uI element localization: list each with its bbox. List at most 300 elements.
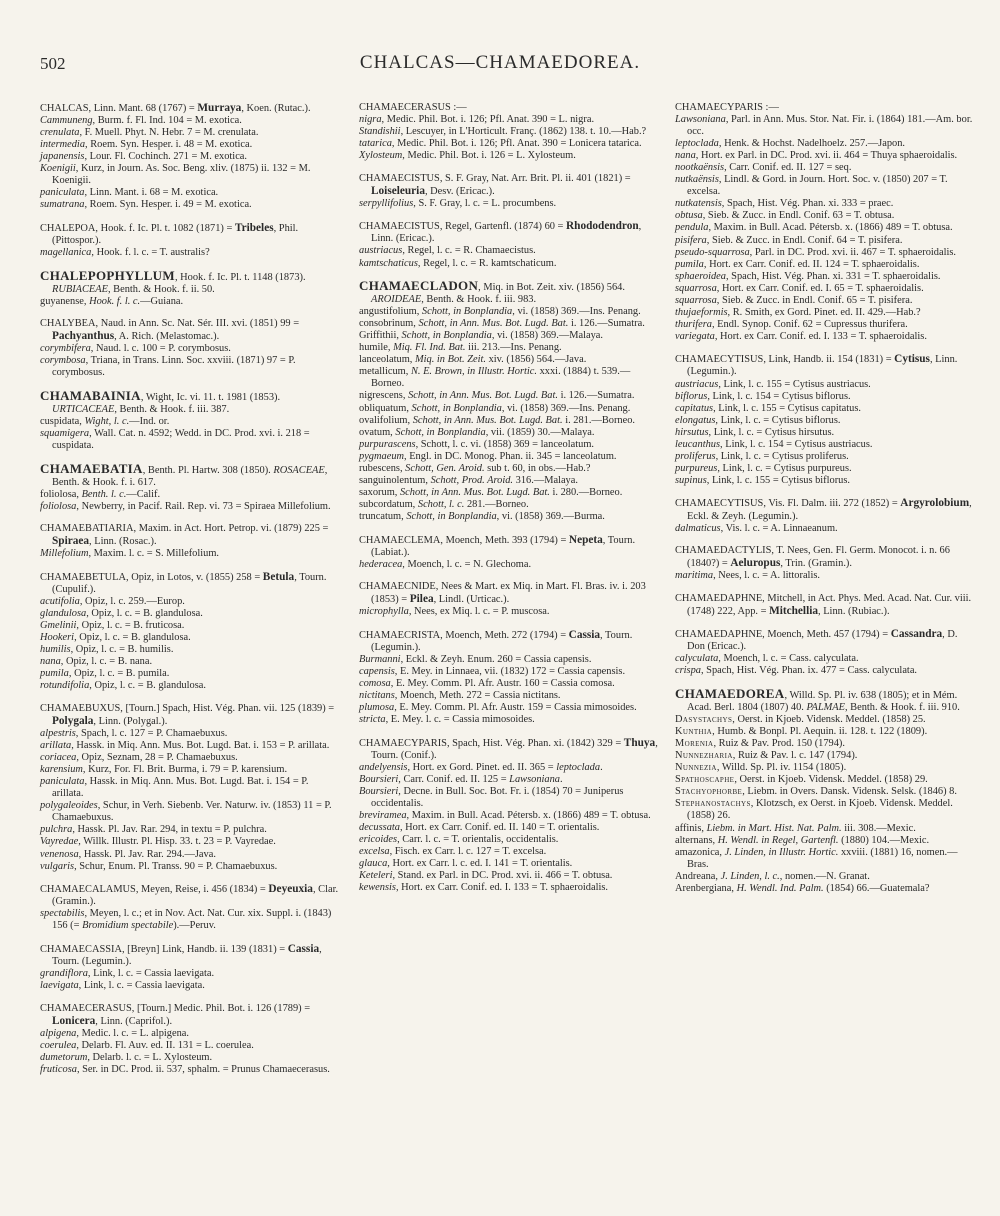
index-entry [359,629,659,726]
entry-line: stricta, E. Mey. l. c. = Cassia mimosoides. [359,714,535,726]
italic-text: thujaeformis [675,306,728,318]
italic-text: capensis [359,665,395,677]
genus-heading: CHAMAEDOREA [675,686,785,702]
italic-text: pendula [675,222,709,234]
accepted-genus: Mitchellia [769,604,819,617]
index-entry [40,222,340,259]
index-entry [40,943,340,992]
accepted-genus: Deyeuxia [268,883,313,896]
index-entry [40,883,340,932]
entry-line: pendula, Maxim. in Bull. Acad. Pétersb. x. (1866) 489 = T. obtusa. [675,222,953,234]
entry-line: lanceolatum, Miq. in Bot. Zeit. xiv. (1856) 564.—Java. [359,354,587,366]
entry-line: biflorus, Link, l. c. 154 = Cytisus biflorus. [675,390,851,402]
entry-line: CHALYBEA, Naud. in Ann. Sc. Nat. Sér. III. xvi. (1851) 99 = Pachyanthus, A. Rich. (Melastomac.). [40,318,300,343]
entry-line: breviramea, Maxim. in Bull. Acad. Pétersb. x. (1866) 489 = T. obtusa. [359,809,651,821]
entry-line: nutkatensis, Spach, Hist. Vég. Phan. xi. 333 = praec. [675,198,894,210]
entry-line: calyculata, Moench, l. c. = Cass. calyculata. [675,653,859,665]
entry-line: supinus, Link, l. c. 155 = Cytisus biflorus. [675,474,851,486]
italic-text: magellanica [40,247,92,259]
italic-text: hederacea [359,558,403,570]
synonym-genus: Nunnezharia [675,750,733,762]
column-1 [40,102,340,1086]
entry-line: dumetorum, Delarb. l. c. = L. Xylosteum. [40,1051,213,1063]
italic-text: ROSACEAE [273,464,325,476]
entry-line: alpestris, Spach, l. c. 127 = P. Chamaebuxus. [40,728,228,740]
italic-text: pumila [675,258,704,270]
italic-text: Schott, in Bonplandia [395,426,486,438]
italic-text: breviramea [359,809,407,821]
italic-text: alpestris [40,728,76,740]
entry-line: Lawsoniana, Parl. in Ann. Mus. Stor. Nat. Fir. i. (1864) 181.—Am. bor. occ. [675,114,973,138]
italic-text: proliferus [675,450,716,462]
italic-text: URTICACEAE [52,403,115,415]
entry-line: squarrosa, Hort. ex Carr. Conif. ed. I. 65 = T. sphaeroidalis. [675,282,924,294]
entry-line: Millefolium, Maxim. l. c. = S. Millefolium. [40,548,220,560]
synonym-genus: Stephanostachys [675,798,751,810]
italic-text: nutkaënsis [675,174,719,186]
entry-line: purpureus, Link, l. c. = Cytisus purpureus. [675,462,852,474]
entry-line: hederacea, Moench, l. c. = N. Glechoma. [359,558,532,570]
entry-line: magellanica, Hook. f. l. c. = T. australis? [40,247,210,259]
accepted-genus: Thuya [623,736,656,749]
index-entry [359,737,659,895]
italic-text: Liebm. in Mart. Hist. Nat. Palm. [706,822,842,834]
italic-text: paniculata [40,776,85,788]
entry-line: sumatrana, Roem. Syn. Hesper. i. 49 = M. exotica. [40,199,252,211]
italic-text: glandulosa [40,608,87,620]
column-2 [359,102,659,905]
entry-line: Nunnezharia, Ruiz & Pav. l. c. 147 (1794). [675,750,858,762]
entry-line: pumila, Opiz, l. c. = B. pumila. [40,668,170,680]
accepted-genus: Nepeta [568,533,603,546]
italic-text: decussata [359,821,400,833]
entry-line: corymbifera, Naud. l. c. 100 = P. corymbosus. [40,343,231,355]
italic-text: Wight, l. c. [84,416,130,428]
entry-line: CHAMAEBATIARIA, Maxim. in Act. Hort. Petrop. vi. (1879) 225 = Spiraea, Linn. (Rosac.). [40,523,329,548]
entry-line: pumila, Hort. ex Carr. Conif. ed. II. 124 = T. sphaeroidalis. [675,258,920,270]
entry-line: rotundifolia, Opiz, l. c. = B. glandulosa. [40,680,206,692]
entry-line: elongatus, Link, l. c. = Cytisus biflorus. [675,414,841,426]
italic-text: stricta [359,714,386,726]
italic-text: sumatrana [40,199,85,211]
italic-text: corymbosa [40,355,86,367]
entry-line: variegata, Hort. ex Carr. Conif. ed. I. 133 = T. sphaeroidalis. [675,330,927,342]
entry-line: nana, Opiz, l. c. = B. nana. [40,656,153,668]
accepted-genus: Argyrolobium [900,497,970,510]
index-entry [40,1003,340,1076]
italic-text: Xylosteum [359,150,403,162]
entry-line: CHAMAEBATIA, Benth. Pl. Hartw. 308 (1850). ROSACEAE, Benth. & Hook. f. i. 617. [40,460,328,488]
italic-text: J. Linden, in Illustr. Hortic. [724,846,839,858]
entry-line: affinis, Liebm. in Mart. Hist. Nat. Palm. iii. 308.—Mexic. [675,822,916,834]
italic-text: hirsutus [675,426,709,438]
italic-text: rotundifolia [40,680,90,692]
italic-text: biflorus [675,390,708,402]
entry-line: CHAMAECERASUS :— [359,102,467,113]
entry-line: acutifolia, Opiz, l. c. 259.—Europ. [40,596,185,608]
italic-text: Lawsoniana [509,773,560,785]
entry-line: amazonica, J. Linden, in Illustr. Hortic. xxviii. (1881) 16, nomen.—Bras. [675,846,958,870]
entry-line: ovatum, Schott, in Bonplandia, vii. (1859) 30.—Malaya. [359,426,595,438]
entry-line: Stephanostachys, Klotzsch, ex Oerst. in Kjoeb. Vidensk. Meddel. (1858) 26. [675,798,953,822]
entry-line: Griffithii, Schott, in Bonplandia, vi. (1858) 369.—Malaya. [359,330,603,342]
accepted-genus: Loiseleuria [371,184,425,197]
italic-text: nana [675,150,696,162]
italic-text: kewensis [359,882,396,894]
index-entry [40,318,340,379]
synonym-genus: Morenia [675,738,714,750]
entry-line: nictitans, Moench, Meth. 272 = Cassia nictitans. [359,690,561,702]
entry-line: CHAMAECYTISUS, Vis. Fl. Dalm. iii. 272 (1852) = Argyrolobium, Eckl. & Zeyh. (Legumin.). [675,497,972,522]
page-number: 502 [40,54,66,73]
entry-line: CHAMAEBETULA, Opiz, in Lotos, v. (1855) 258 = Betula, Tourn. (Cupulif.). [40,571,327,596]
italic-text: glauca [359,858,388,870]
synonym-genus: Dasystachys [675,714,733,726]
entry-line: decussata, Hort. ex Carr. Conif. ed. II. 140 = T. orientalis. [359,821,600,833]
entry-line: CHAMAECYPARIS :— [675,102,779,113]
entry-line: Morenia, Ruiz & Pav. Prod. 150 (1794). [675,738,845,750]
entry-line: truncatum, Schott, in Bonplandia, vi. (1858) 369.—Burma. [359,510,605,522]
italic-text: Boursieri [359,785,399,797]
italic-text: ericoides [359,834,398,846]
italic-text: austriacus [675,378,719,390]
italic-text: crenulata [40,127,80,139]
italic-text: Cammuneng [40,115,93,127]
entry-line: Cammuneng, Burm. f. Fl. Ind. 104 = M. exotica. [40,115,242,127]
italic-text: purpurascens [359,438,416,450]
index-entry [675,628,975,677]
italic-text: alpigena [40,1027,77,1039]
italic-text: Miq. Fl. Ind. Bat. [393,342,466,354]
italic-text: plumosa [359,702,395,714]
entry-line: Burmanni, Eckl. & Zeyh. Enum. 260 = Cassia capensis. [359,653,592,665]
italic-text: intermedia [40,139,86,151]
entry-line: glauca, Hort. ex Carr. l. c. ed. I. 141 = T. orientalis. [359,858,573,870]
entry-line: humilis, Opiz, l. c. = B. humilis. [40,644,174,656]
index-entry [40,102,340,211]
entry-line: obtusa, Sieb. & Zucc. in Endl. Conif. 63 = T. obtusa. [675,210,895,222]
index-entry [40,571,340,692]
entry-line: nootkaënsis, Carr. Conif. ed. II. 127 = seq. [675,162,852,174]
entry-line: intermedia, Roem. Syn. Hesper. i. 48 = M. exotica. [40,139,253,151]
entry-line: Vayredae, Willk. Illustr. Pl. Hisp. 33. t. 23 = P. Vayredae. [40,836,276,848]
accepted-genus: Aeluropus [730,557,781,570]
entry-line: venenosa, Hassk. Pl. Jav. Rar. 294.—Java. [40,848,216,860]
entry-line: pisifera, Sieb. & Zucc. in Endl. Conif. 64 = T. pisifera. [675,234,903,246]
italic-text: arillata [40,740,72,752]
synonym-genus: Stachyophorbe [675,786,743,798]
italic-text: squamigera [40,428,90,440]
accepted-genus: Cassia [568,628,601,641]
entry-line: obliquatum, Schott, in Bonplandia, vi. (1858) 369.—Ins. Penang. [359,402,631,414]
accepted-genus: Cassia [287,942,320,955]
accepted-genus: Lonicera [52,1014,96,1027]
entry-line: vulgaris, Schur, Enum. Pl. Transs. 90 = P. Chamaebuxus. [40,860,278,872]
entry-line: paniculata, Hassk. in Miq. Ann. Mus. Bot. Lugd. Bat. i. 154 = P. arillata. [40,776,309,800]
entry-line: angustifolium, Schott, in Bonplandia, vi. (1858) 369.—Ins. Penang. [359,306,641,318]
italic-text: comosa [359,677,391,689]
entry-line: paniculata, Linn. Mant. i. 68 = M. exotica. [40,187,219,199]
entry-line: pygmaeum, Engl. in DC. Monog. Phan. ii. 345 = lanceolatum. [359,450,617,462]
entry-line: CHALEPOPHYLLUM, Hook. f. Ic. Pl. t. 1148 (1873). RUBIACEAE, Benth. & Hook. f. ii. 50. [40,267,306,295]
entry-line: pseudo-squarrosa, Parl. in DC. Prod. xvi. ii. 467 = T. sphaeroidalis. [675,246,957,258]
entry-line: CHAMAECYTISUS, Link, Handb. ii. 154 (1831) = Cytisus, Linn. (Legumin.). [675,353,958,378]
italic-text: polygaleoides [40,800,98,812]
accepted-genus: Betula [262,571,295,583]
index-entry [359,220,659,269]
italic-text: Standishii [359,126,401,138]
italic-text: vulgaris [40,860,75,872]
italic-text: pumila [40,668,69,680]
entry-line: andelyensis, Hort. ex Gord. Pinet. ed. II. 365 = leptoclada. [359,761,603,773]
entry-line: CHAMAEDOREA, Willd. Sp. Pl. iv. 638 (1805); et in Mém. Acad. Berl. 1804 (1807) 40. PALMAE, Benth. & Hook. f. iii. 910. [675,686,960,714]
italic-text: Schott, Prod. Aroid. [430,474,514,486]
italic-text: serpyllifolius [359,197,414,209]
entry-line: capensis, E. Mey. in Linnaea, vii. (1832) 172 = Cassia capensis. [359,665,626,677]
index-entry [359,102,659,162]
italic-text: nutkatensis [675,198,722,210]
entry-line: Boursieri, Decne. in Bull. Soc. Bot. Fr. i. (1854) 70 = Juniperus occidentalis. [359,785,624,809]
index-entry [675,102,975,343]
entry-line: capitatus, Link, l. c. 155 = Cytisus capitatus. [675,402,861,414]
entry-line: leucanthus, Link, l. c. 154 = Cytisus austriacus. [675,438,873,450]
entry-line: Gmelinii, Opiz, l. c. = B. fruticosa. [40,620,185,632]
synonym-genus: Kunthia [675,726,713,738]
accepted-genus: Rhododendron [566,220,639,233]
index-entry [40,267,340,308]
entry-line: saxorum, Schott, in Ann. Mus. Bot. Lugd. Bat. i. 280.—Borneo. [359,486,623,498]
italic-text: obtusa [675,210,703,222]
italic-text: Benth. l. c. [81,488,127,500]
italic-text: squarrosa [675,282,717,294]
column-3 [675,102,975,905]
index-entry [40,523,340,560]
entry-line: CHAMABAINIA, Wight, Ic. vi. 11. t. 1981 (1853). URTICACEAE, Benth. & Hook. f. iii. 387. [40,387,281,415]
italic-text: pulchra [40,824,73,836]
italic-text: microphylla [359,606,409,618]
entry-line: alpigena, Medic. l. c. = L. alpigena. [40,1027,189,1039]
accepted-genus: Polygala [52,715,94,728]
entry-line: karensium, Kurz, For. Fl. Brit. Burma, i. 79 = P. karensium. [40,764,288,776]
entry-line: coriacea, Opiz, Seznam, 28 = P. Chamaebuxus. [40,752,238,764]
entry-line: austriacus, Link, l. c. 155 = Cytisus austriacus. [675,378,871,390]
entry-line: Standishii, Lescuyer, in L'Horticult. Franç. (1862) 138. t. 10.—Hab.? [359,126,647,138]
italic-text: leptoclada [556,761,601,773]
italic-text: squarrosa [675,294,717,306]
entry-line: foliolosa, Newberry, in Pacif. Rail. Rep. vi. 73 = Spiraea Millefolium. [40,500,331,512]
italic-text: dalmaticus [675,522,721,534]
entry-line: fruticosa, Ser. in DC. Prod. ii. 537, sphalm. = Prunus Chamaecerasus. [40,1063,330,1075]
entry-line: leptoclada, Henk. & Hochst. Nadelhoelz. 257.—Japon. [675,138,906,150]
entry-line: grandiflora, Link, l. c. = Cassia laevigata. [40,967,215,979]
entry-line: maritima, Nees, l. c. = A. littoralis. [675,570,820,582]
entry-line: alternans, H. Wendl. in Regel, Gartenfl. (1880) 104.—Mexic. [675,834,930,846]
entry-line: Hookeri, Opiz, l. c. = B. glandulosa. [40,632,191,644]
accepted-genus: Murraya [197,102,242,114]
index-entry [359,280,659,523]
entry-line: plumosa, E. Mey. Comm. Pl. Afr. Austr. 159 = Cassia mimosoides. [359,702,637,714]
entry-line: polygaleoides, Schur, in Verh. Siebenb. Ver. Naturw. iv. (1853) 11 = P. Chamaebuxus. [40,800,332,824]
italic-text: nigra [359,114,382,126]
entry-line: consobrinum, Schott, in Ann. Mus. Bot. Lugd. Bat. i. 126.—Sumatra. [359,318,645,330]
entry-line: CHAMAEBUXUS, [Tourn.] Spach, Hist. Vég. Phan. vii. 125 (1839) = Polygala, Linn. (Polygal.). [40,702,335,728]
entry-line: CHALCAS, Linn. Mant. 68 (1767) = Murraya, Koen. (Rutac.). [40,102,311,114]
index-entry [359,534,659,571]
entry-line: coerulea, Delarb. Fl. Auv. ed. II. 131 = L. coerulea. [40,1039,254,1051]
italic-text: Schott, in Ann. Mus. Bot. Lugd. Bat. [418,318,569,330]
italic-text: paniculata [40,187,85,199]
italic-text: Schott, in Ann. Mus. Bot. Lugd. Bat. [399,486,550,498]
italic-text: Schott, Gen. Aroid. [405,462,485,474]
entry-line: CHAMAECRISTA, Moench, Meth. 272 (1794) = Cassia, Tourn. (Legumin.). [359,628,633,653]
italic-text: H. Wendl. Ind. Palm. [736,882,824,894]
entry-line: foliolosa, Benth. l. c.—Calif. [40,488,161,500]
italic-text: corymbifera [40,343,91,355]
index-entry [40,387,340,452]
entry-line: tatarica, Medic. Phil. Bot. i. 126; Pfl. Anat. 390 = Lonicera tatarica. [359,138,642,150]
italic-text: pygmaeum [359,450,405,462]
italic-text: dumetorum [40,1051,88,1063]
entry-line: crispa, Spach, Hist. Vég. Phan. ix. 477 = Cass. calyculata. [675,665,918,677]
italic-text: Keteleri [359,870,393,882]
italic-text: calyculata [675,653,719,665]
italic-text: japanensis [40,151,85,163]
italic-text: crispa [675,665,701,677]
italic-text: leptoclada [675,138,719,150]
italic-text: pisifera [675,234,707,246]
italic-text: Bromidium spectabile [82,920,174,932]
italic-text: acutifolia [40,596,80,608]
entry-line: corymbosa, Triana, in Trans. Linn. Soc. xxviii. (1871) 97 = P. corymbosus. [40,355,296,379]
italic-text: maritima [675,570,714,582]
index-entry [675,545,975,582]
italic-text: nana [40,656,61,668]
accepted-genus: Cytisus [894,353,930,366]
entry-line: CHAMAECERASUS, [Tourn.] Medic. Phil. Bot. i. 126 (1789) = Lonicera, Linn. (Caprifol.). [40,1002,311,1027]
genus-heading: CHAMABAINIA [40,387,141,403]
entry-line: CHALEPOA, Hook. f. Ic. Pl. t. 1082 (1871) = Tribeles, Phil. (Pittospor.). [40,221,299,246]
entry-line: Dasystachys, Oerst. in Kjoeb. Vidensk. Meddel. (1858) 25. [675,714,926,726]
entry-line: laevigata, Link, l. c. = Cassia laevigata. [40,979,205,991]
italic-text: Hookeri [40,632,75,644]
italic-text: thurifera [675,318,712,330]
entry-line: Nunnezia, Willd. Sp. Pl. iv. 1154 (1805). [675,762,847,774]
italic-text: fruticosa [40,1063,77,1075]
italic-text: RUBIACEAE [52,283,108,295]
italic-text: Schott, in Bonplandia [406,510,497,522]
italic-text: tatarica [359,138,392,150]
italic-text: Schott, in Bonplandia [401,330,492,342]
entry-line: crenulata, F. Muell. Phyt. N. Hebr. 7 = M. crenulata. [40,127,259,139]
entry-line: nigra, Medic. Phil. Bot. i. 126; Pfl. Anat. 390 = L. nigra. [359,114,595,126]
entry-line: thujaeformis, R. Smith, ex Gord. Pinet. ed. II. 429.—Hab.? [675,306,921,318]
italic-text: H. Wendl. in Regel, Gartenfl. [717,834,839,846]
italic-text: humilis [40,644,71,656]
italic-text: Lawsoniana [675,114,726,126]
entry-line: sphaeroidea, Spach, Hist. Vég. Phan. xi. 331 = T. sphaeroidalis. [675,270,941,282]
italic-text: Schott, in Bonplandia [421,306,513,318]
italic-text: Schott, l. c. [417,498,465,510]
entry-line: kewensis, Hort. ex Carr. Conif. ed. I. 133 = T. sphaeroidalis. [359,882,609,894]
italic-text: karensium [40,764,83,776]
italic-text: spectabilis [40,908,85,920]
entry-line: CHAMAEDACTYLIS, T. Nees, Gen. Fl. Germ. Monocot. i. n. 66 (1840?) = Aeluropus, Trin. (Gramin.). [675,545,950,570]
entry-line: Stachyophorbe, Liebm. in Overs. Dansk. Vidensk. Selsk. (1846) 8. [675,786,957,798]
entry-line: sanguinolentum, Schott, Prod. Aroid. 316.—Malaya. [359,474,578,486]
italic-text: laevigata [40,979,79,991]
entry-line: metallicum, N. E. Brown, in Illustr. Hortic. xxxi. (1884) t. 539.—Borneo. [359,366,631,390]
accepted-genus: Tribeles [234,221,274,234]
entry-line: Koenigii, Kurz, in Journ. As. Soc. Beng. xliv. (1875) ii. 132 = M. Koenigii. [40,163,311,187]
italic-text: Boursieri [359,773,399,785]
italic-text: grandiflora [40,967,88,979]
italic-text: coerulea [40,1039,77,1051]
italic-text: capitatus [675,402,714,414]
italic-text: purpureus [675,462,718,474]
entry-line: cuspidata, Wight, l. c.—Ind. or. [40,416,170,428]
entry-line: japanensis, Lour. Fl. Cochinch. 271 = M. exotica. [40,151,248,163]
entry-line: hirsutus, Link, l. c. = Cytisus hirsutus. [675,426,835,438]
italic-text: Millefolium [40,548,89,560]
italic-text: Burmanni [359,653,401,665]
italic-text: nictitans [359,690,395,702]
entry-line: Spathoscaphe, Oerst. in Kjoeb. Vidensk. Meddel. (1858) 29. [675,774,928,786]
italic-text: Miq. in Bot. Zeit. [414,354,486,366]
entry-line: kamtschaticus, Regel, l. c. = R. kamtschaticum. [359,257,557,269]
entry-line: CHAMAEDAPHNE, Moench, Meth. 457 (1794) = Cassandra, D. Don (Ericac.). [675,628,958,653]
entry-line: dalmaticus, Vis. l. c. = A. Linnaeanum. [675,522,838,534]
index-entry [675,688,975,895]
italic-text: foliolosa [40,500,77,512]
synonym-genus: Spathoscaphe [675,774,735,786]
entry-line: humile, Miq. Fl. Ind. Bat. iii. 213.—Ins. Penang. [359,342,562,354]
entry-line: CHAMAECALAMUS, Meyen, Reise, i. 456 (1834) = Deyeuxia, Clar. (Gramin.). [40,883,339,908]
accepted-genus: Spiraea [52,535,90,548]
italic-text: kamtschaticus [359,257,418,269]
entry-line: austriacus, Regel, l. c. = R. Chamaecistus. [359,245,536,257]
entry-line: guyanense, Hook. f. l. c.—Guiana. [40,295,184,307]
italic-text: austriacus [359,245,403,257]
entry-line: Kunthia, Humb. & Bonpl. Pl. Aequin. ii. 128. t. 122 (1809). [675,726,928,738]
index-entry [675,497,975,534]
italic-text: PALMAE [806,702,845,714]
genus-heading: CHALEPOPHYLLUM [40,267,175,283]
entry-line: CHAMAECYPARIS, Spach, Hist. Vég. Phan. xi. (1842) 329 = Thuya, Tourn. (Conif.). [359,736,658,761]
synonym-genus: Nunnezia [675,762,717,774]
italic-text: coriacea [40,752,77,764]
italic-text: Vayredae [40,836,79,848]
entry-line: CHAMAECLEMA, Moench, Meth. 393 (1794) = Nepeta, Tourn. (Labiat.). [359,533,636,558]
entry-line: excelsa, Fisch. ex Carr. l. c. 127 = T. excelsa. [359,846,547,858]
index-entry [40,703,340,873]
entry-line: CHAMAEDAPHNE, Mitchell, in Act. Phys. Med. Acad. Nat. Cur. viii. (1748) 222, App. = Mitchellia, Linn. (Rubiac.). [675,592,972,617]
entry-line: proliferus, Link, l. c. = Cytisus proliferus. [675,450,849,462]
entry-line: Andreana, J. Linden, l. c., nomen.—N. Granat. [675,870,870,882]
entry-line: serpyllifolius, S. F. Gray, l. c. = L. procumbens. [359,197,557,209]
italic-text: venenosa [40,848,79,860]
entry-line: subcordatum, Schott, l. c. 281.—Borneo. [359,498,529,510]
entry-line: ovalifolium, Schott, in Ann. Mus. Bot. Lugd. Bat. i. 281.—Borneo. [359,414,636,426]
italic-text: variegata [675,330,715,342]
entry-line: CHAMAECISTUS, Regel, Gartenfl. (1874) 60 = Rhododendron, Linn. (Ericac.). [359,220,642,245]
index-entry [675,593,975,618]
entry-line: squarrosa, Sieb. & Zucc. in Endl. Conif. 65 = T. pisifera. [675,294,913,306]
running-head: CHALCAS—CHAMAEDOREA. [359,52,641,73]
italic-text: N. E. Brown, in Illustr. Hortic. [410,366,537,378]
accepted-genus: Pachyanthus [52,330,115,343]
italic-text: Schott, in Ann. Mus. Bot. Lugd. Bat. [408,390,558,402]
italic-text: nootkaënsis [675,162,725,174]
